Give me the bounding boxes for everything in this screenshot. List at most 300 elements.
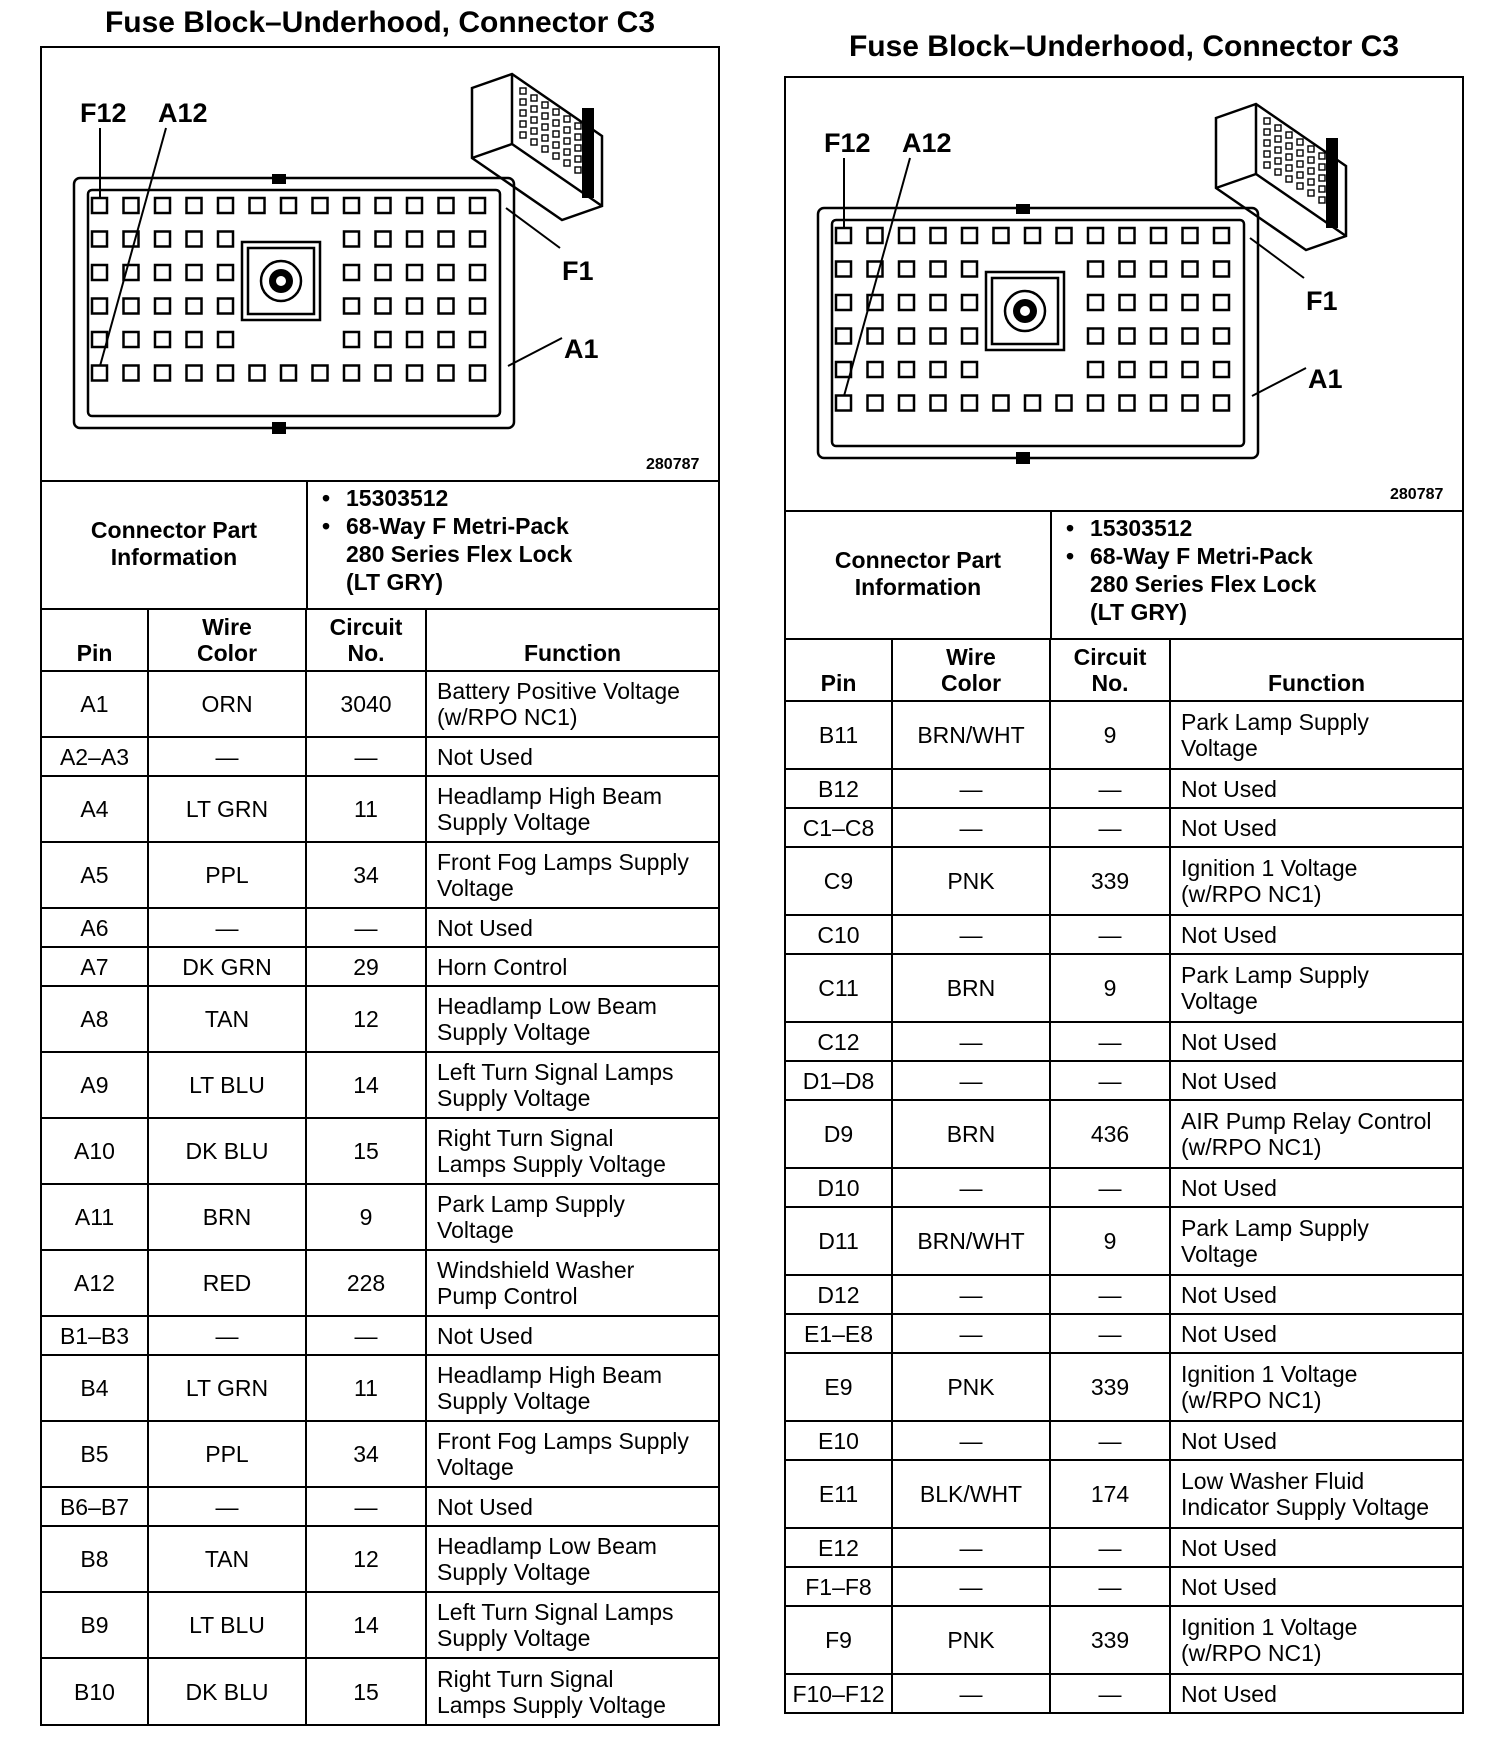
pin-cavity xyxy=(218,366,233,381)
circuit-cell: 34 xyxy=(306,842,426,908)
pin-cell: D11 xyxy=(786,1207,892,1275)
pin-cavity xyxy=(1120,262,1135,277)
wire-color-cell: — xyxy=(892,1061,1050,1100)
pin-cavity xyxy=(470,232,485,247)
pin-cavity xyxy=(124,299,139,314)
pin-cavity xyxy=(281,198,296,213)
figure-number: 280787 xyxy=(1390,486,1444,503)
pin-cavity xyxy=(899,262,914,277)
right-panel-box xyxy=(784,76,1464,1714)
function-cell: Windshield Washer Pump Control xyxy=(426,1250,718,1316)
leader-a1 xyxy=(1252,368,1306,396)
pin-cavity xyxy=(92,265,107,280)
circuit-cell: — xyxy=(1050,1168,1170,1207)
wire-color-cell: PNK xyxy=(892,1353,1050,1421)
pin-cavity xyxy=(1088,295,1103,310)
left-connector-diagram xyxy=(42,48,718,482)
pin-cell: B1–B3 xyxy=(42,1316,148,1355)
table-row xyxy=(42,1421,718,1487)
pin-cavity xyxy=(187,332,202,347)
table-row xyxy=(42,1658,718,1724)
pin-cavity xyxy=(899,329,914,344)
pin-cavity xyxy=(994,228,1009,243)
function-cell: Not Used xyxy=(426,1487,718,1526)
circuit-cell: — xyxy=(1050,1567,1170,1606)
pin-cavity xyxy=(931,295,946,310)
pin-cell: B11 xyxy=(786,701,892,769)
table-row xyxy=(786,1567,1462,1606)
pin-cavity xyxy=(1183,295,1198,310)
pin-cavity xyxy=(92,232,107,247)
header-wire-color: Wire Color xyxy=(892,639,1050,701)
pin-cavity xyxy=(1120,362,1135,377)
wire-color-cell: BRN/WHT xyxy=(892,701,1050,769)
wire-color-cell: DK BLU xyxy=(148,1118,306,1184)
circuit-cell: 12 xyxy=(306,1526,426,1592)
pin-cavity xyxy=(1183,396,1198,411)
pin-cell: E1–E8 xyxy=(786,1314,892,1353)
circuit-cell: 436 xyxy=(1050,1100,1170,1168)
wire-color-cell: — xyxy=(892,1314,1050,1353)
pin-cavity xyxy=(962,396,977,411)
pin-cavity xyxy=(868,396,883,411)
pin-cavity xyxy=(92,332,107,347)
function-cell: Front Fog Lamps Supply Voltage xyxy=(426,842,718,908)
pin-cavity xyxy=(281,366,296,381)
connector-face-drawing xyxy=(786,78,1462,510)
pin-cell: C11 xyxy=(786,954,892,1022)
pin-cell: A4 xyxy=(42,776,148,842)
function-cell: Not Used xyxy=(1170,1421,1462,1460)
pin-cavity xyxy=(1214,396,1229,411)
pin-cavity xyxy=(836,329,851,344)
pin-cavity xyxy=(1214,329,1229,344)
function-cell: Park Lamp Supply Voltage xyxy=(1170,1207,1462,1275)
pin-cavity xyxy=(1214,262,1229,277)
circuit-cell: 11 xyxy=(306,1355,426,1421)
wire-color-cell: — xyxy=(892,1567,1050,1606)
leader-a1 xyxy=(508,338,562,366)
part-description: • 68-Way F Metri-Pack 280 Series Flex Lock (LT GRY) xyxy=(346,512,718,596)
table-row xyxy=(42,1355,718,1421)
pin-cavity xyxy=(155,198,170,213)
header-circuit-no: Circuit No. xyxy=(1050,639,1170,701)
pin-cavity xyxy=(1120,295,1135,310)
function-cell: Park Lamp Supply Voltage xyxy=(1170,701,1462,769)
pin-cavity xyxy=(868,362,883,377)
table-row xyxy=(786,1100,1462,1168)
label-a12: A12 xyxy=(902,128,952,158)
header-function: Function xyxy=(1170,639,1462,701)
wire-color-cell: ORN xyxy=(148,671,306,737)
pin-cavity xyxy=(931,329,946,344)
pin-cavity xyxy=(407,332,422,347)
pin-cell: A9 xyxy=(42,1052,148,1118)
circuit-cell: 3040 xyxy=(306,671,426,737)
table-row xyxy=(786,769,1462,808)
pin-cell: A8 xyxy=(42,986,148,1052)
pin-cavity xyxy=(344,366,359,381)
function-cell: Not Used xyxy=(1170,1061,1462,1100)
table-row xyxy=(42,1052,718,1118)
pin-cavity xyxy=(187,265,202,280)
wire-color-cell: — xyxy=(892,1674,1050,1713)
pin-cavity xyxy=(1183,262,1198,277)
header-circuit-no: Circuit No. xyxy=(306,609,426,671)
pin-cell: E9 xyxy=(786,1353,892,1421)
wire-color-cell: BRN xyxy=(892,1100,1050,1168)
function-cell: Right Turn Signal Lamps Supply Voltage xyxy=(426,1658,718,1724)
pin-cell: A12 xyxy=(42,1250,148,1316)
pin-cavity xyxy=(1025,228,1040,243)
pin-cell: D1–D8 xyxy=(786,1061,892,1100)
circuit-cell: 339 xyxy=(1050,1606,1170,1674)
circuit-cell: — xyxy=(1050,1275,1170,1314)
table-row xyxy=(786,1528,1462,1567)
pin-cell: A5 xyxy=(42,842,148,908)
part-description: • 68-Way F Metri-Pack 280 Series Flex Lock (LT GRY) xyxy=(1090,542,1462,626)
pin-cavity xyxy=(407,198,422,213)
pin-cell: B8 xyxy=(42,1526,148,1592)
circuit-cell: 15 xyxy=(306,1658,426,1724)
table-row xyxy=(786,1314,1462,1353)
pin-cavity xyxy=(1151,362,1166,377)
wire-color-cell: — xyxy=(892,1421,1050,1460)
label-a1: A1 xyxy=(564,334,599,364)
function-cell: Not Used xyxy=(1170,1314,1462,1353)
table-row xyxy=(786,808,1462,847)
sketch-shadow xyxy=(1326,138,1338,228)
pin-cavity xyxy=(1088,262,1103,277)
wire-color-cell: LT GRN xyxy=(148,1355,306,1421)
table-row xyxy=(786,1606,1462,1674)
wire-color-cell: LT GRN xyxy=(148,776,306,842)
table-row xyxy=(786,1353,1462,1421)
wire-color-cell: BRN xyxy=(892,954,1050,1022)
connector-housing xyxy=(74,178,514,428)
pin-cavity xyxy=(439,299,454,314)
circuit-cell: 9 xyxy=(1050,954,1170,1022)
wire-color-cell: RED xyxy=(148,1250,306,1316)
pin-cavity xyxy=(92,366,107,381)
function-cell: Park Lamp Supply Voltage xyxy=(426,1184,718,1250)
connector-part-information: Connector Part Information • 15303512 • 68-Way F Metri-Pack 280 Series Flex Lock (LT GRY) xyxy=(42,480,718,610)
right-panel-title: Fuse Block–Underhood, Connector C3 xyxy=(848,30,1400,63)
bolt-center xyxy=(276,276,286,286)
circuit-cell: 12 xyxy=(306,986,426,1052)
housing-tab xyxy=(1016,452,1030,464)
pin-cavity xyxy=(439,198,454,213)
pin-cavity xyxy=(1088,228,1103,243)
wire-color-cell: PNK xyxy=(892,847,1050,915)
pin-cavity xyxy=(439,366,454,381)
pin-cell: C10 xyxy=(786,915,892,954)
wire-color-cell: — xyxy=(148,737,306,776)
wire-color-cell: — xyxy=(892,1275,1050,1314)
pin-cavity xyxy=(962,362,977,377)
pin-cavity xyxy=(1120,329,1135,344)
pin-cavity xyxy=(344,299,359,314)
table-row xyxy=(42,986,718,1052)
pin-cavity xyxy=(1088,362,1103,377)
table-row xyxy=(786,1421,1462,1460)
pin-cell: B10 xyxy=(42,1658,148,1724)
pin-cavity xyxy=(1120,396,1135,411)
housing-tab xyxy=(1016,204,1030,214)
header-function: Function xyxy=(426,609,718,671)
function-cell: Not Used xyxy=(1170,769,1462,808)
table-row xyxy=(42,1316,718,1355)
pin-cavity xyxy=(836,262,851,277)
pin-cavity xyxy=(1025,396,1040,411)
pin-cavity xyxy=(836,295,851,310)
table-row xyxy=(786,701,1462,769)
pin-cavity xyxy=(92,198,107,213)
part-number: • 15303512 xyxy=(346,484,718,512)
pin-cavity xyxy=(962,295,977,310)
table-row xyxy=(42,842,718,908)
table-row xyxy=(42,1487,718,1526)
circuit-cell: 9 xyxy=(1050,1207,1170,1275)
pin-cavity xyxy=(376,299,391,314)
function-cell: Not Used xyxy=(426,737,718,776)
function-cell: Not Used xyxy=(1170,1674,1462,1713)
pin-cavity xyxy=(1151,295,1166,310)
circuit-cell: — xyxy=(1050,1314,1170,1353)
pin-cavity xyxy=(218,198,233,213)
table-row xyxy=(786,1460,1462,1528)
function-cell: Front Fog Lamps Supply Voltage xyxy=(426,1421,718,1487)
table-row xyxy=(786,1207,1462,1275)
left-pin-table xyxy=(42,608,718,1724)
pin-cavity xyxy=(439,232,454,247)
left-panel xyxy=(40,0,720,1750)
wire-color-cell: TAN xyxy=(148,1526,306,1592)
circuit-cell: 174 xyxy=(1050,1460,1170,1528)
connector-isometric-sketch xyxy=(472,74,602,220)
header-pin: Pin xyxy=(786,639,892,701)
header-pin: Pin xyxy=(42,609,148,671)
pin-cavity xyxy=(1214,228,1229,243)
wire-color-cell: BLK/WHT xyxy=(892,1460,1050,1528)
pin-cavity xyxy=(155,232,170,247)
pin-cavity xyxy=(218,332,233,347)
function-cell: AIR Pump Relay Control (w/RPO NC1) xyxy=(1170,1100,1462,1168)
circuit-cell: — xyxy=(1050,1528,1170,1567)
pin-cavity xyxy=(344,198,359,213)
wire-color-cell: DK GRN xyxy=(148,947,306,986)
wire-color-cell: LT BLU xyxy=(148,1052,306,1118)
pin-cell: B9 xyxy=(42,1592,148,1658)
pin-cavity xyxy=(836,228,851,243)
pin-cavity xyxy=(155,265,170,280)
pin-cell: A1 xyxy=(42,671,148,737)
wire-color-cell: LT BLU xyxy=(148,1592,306,1658)
table-row xyxy=(42,1592,718,1658)
pin-cavity xyxy=(187,366,202,381)
function-cell: Left Turn Signal Lamps Supply Voltage xyxy=(426,1592,718,1658)
housing-tab xyxy=(272,174,286,184)
pin-cavity xyxy=(868,329,883,344)
pin-cavity xyxy=(376,366,391,381)
table-row xyxy=(786,1022,1462,1061)
pin-cavity xyxy=(407,366,422,381)
housing-tab xyxy=(272,422,286,434)
pin-cavity xyxy=(994,396,1009,411)
pin-cavity xyxy=(931,362,946,377)
part-info-label: Connector Part xyxy=(90,517,258,543)
part-number: • 15303512 xyxy=(1090,514,1462,542)
pin-cavity xyxy=(470,332,485,347)
function-cell: Not Used xyxy=(1170,1567,1462,1606)
header-wire-color: Wire Color xyxy=(148,609,306,671)
function-cell: Park Lamp Supply Voltage xyxy=(1170,954,1462,1022)
pin-cell: B12 xyxy=(786,769,892,808)
circuit-cell: 14 xyxy=(306,1052,426,1118)
function-cell: Headlamp High Beam Supply Voltage xyxy=(426,1355,718,1421)
table-row xyxy=(42,947,718,986)
circuit-cell: — xyxy=(306,1316,426,1355)
right-connector-diagram xyxy=(786,78,1462,512)
wire-color-cell: TAN xyxy=(148,986,306,1052)
function-cell: Ignition 1 Voltage (w/RPO NC1) xyxy=(1170,847,1462,915)
label-f1: F1 xyxy=(1306,286,1338,316)
pin-cavity xyxy=(439,265,454,280)
pin-cavity xyxy=(962,228,977,243)
pin-cavity xyxy=(1183,228,1198,243)
pin-cell: F10–F12 xyxy=(786,1674,892,1713)
pin-cavity xyxy=(931,396,946,411)
pin-cavity xyxy=(218,265,233,280)
connector-face-drawing xyxy=(42,48,718,480)
pin-cell: C1–C8 xyxy=(786,808,892,847)
pin-cavity xyxy=(1183,362,1198,377)
pin-cavity xyxy=(344,232,359,247)
pin-cell: F1–F8 xyxy=(786,1567,892,1606)
pin-cavity xyxy=(407,232,422,247)
pin-cell: D9 xyxy=(786,1100,892,1168)
table-row xyxy=(786,1061,1462,1100)
wire-color-cell: BRN/WHT xyxy=(892,1207,1050,1275)
pin-cell: A10 xyxy=(42,1118,148,1184)
circuit-cell: — xyxy=(306,737,426,776)
pin-cavity xyxy=(124,332,139,347)
pin-cavity xyxy=(1151,396,1166,411)
function-cell: Not Used xyxy=(1170,915,1462,954)
pin-cell: E10 xyxy=(786,1421,892,1460)
function-cell: Left Turn Signal Lamps Supply Voltage xyxy=(426,1052,718,1118)
pin-cavity xyxy=(470,366,485,381)
table-row xyxy=(42,1250,718,1316)
connector-isometric-sketch xyxy=(1216,104,1346,250)
circuit-cell: 339 xyxy=(1050,847,1170,915)
wire-color-cell: — xyxy=(892,915,1050,954)
function-cell: Not Used xyxy=(426,1316,718,1355)
pin-cavity xyxy=(407,265,422,280)
wire-color-cell: PPL xyxy=(148,842,306,908)
table-row xyxy=(786,1275,1462,1314)
table-row xyxy=(42,776,718,842)
pin-cavity xyxy=(187,232,202,247)
pin-cavity xyxy=(218,299,233,314)
pin-cell: B4 xyxy=(42,1355,148,1421)
function-cell: Headlamp Low Beam Supply Voltage xyxy=(426,1526,718,1592)
pin-cavity xyxy=(124,198,139,213)
circuit-cell: 29 xyxy=(306,947,426,986)
pin-cavity xyxy=(470,198,485,213)
wire-color-cell: — xyxy=(148,1316,306,1355)
pin-cavity xyxy=(439,332,454,347)
pin-cavity xyxy=(187,299,202,314)
pin-cell: C12 xyxy=(786,1022,892,1061)
circuit-cell: — xyxy=(1050,1022,1170,1061)
pin-cavity xyxy=(836,396,851,411)
pin-cavity xyxy=(899,396,914,411)
function-cell: Headlamp Low Beam Supply Voltage xyxy=(426,986,718,1052)
label-f12: F12 xyxy=(824,128,871,158)
circuit-cell: 34 xyxy=(306,1421,426,1487)
function-cell: Ignition 1 Voltage (w/RPO NC1) xyxy=(1170,1353,1462,1421)
pin-cell: B5 xyxy=(42,1421,148,1487)
pin-cavity xyxy=(376,265,391,280)
pin-cavity xyxy=(1088,396,1103,411)
table-row xyxy=(42,1118,718,1184)
pin-cell: A11 xyxy=(42,1184,148,1250)
pin-cavity xyxy=(1151,329,1166,344)
pin-cavity xyxy=(1088,329,1103,344)
wire-color-cell: PPL xyxy=(148,1421,306,1487)
figure-number: 280787 xyxy=(646,456,700,473)
pin-cell: A7 xyxy=(42,947,148,986)
function-cell: Not Used xyxy=(1170,1275,1462,1314)
wire-color-cell: — xyxy=(148,1487,306,1526)
label-a1: A1 xyxy=(1308,364,1343,394)
pin-cavity xyxy=(407,299,422,314)
table-row xyxy=(42,671,718,737)
pin-cavity xyxy=(931,228,946,243)
circuit-cell: — xyxy=(1050,769,1170,808)
left-panel-box xyxy=(40,46,720,1726)
pin-cavity xyxy=(899,362,914,377)
function-cell: Low Washer Fluid Indicator Supply Voltage xyxy=(1170,1460,1462,1528)
pin-cavity xyxy=(1214,362,1229,377)
pin-cavity xyxy=(376,332,391,347)
circuit-cell: — xyxy=(306,1487,426,1526)
pin-cavity xyxy=(187,198,202,213)
pin-cavity xyxy=(931,262,946,277)
circuit-cell: — xyxy=(1050,1421,1170,1460)
pin-cavity xyxy=(92,299,107,314)
circuit-cell: 9 xyxy=(306,1184,426,1250)
circuit-cell: 11 xyxy=(306,776,426,842)
pin-cavity xyxy=(1057,396,1072,411)
part-info-label: Connector Part xyxy=(834,547,1002,573)
connector-housing xyxy=(818,208,1258,458)
wire-color-cell: — xyxy=(892,1022,1050,1061)
label-a12: A12 xyxy=(158,98,208,128)
pin-cell: C9 xyxy=(786,847,892,915)
bolt-center xyxy=(1020,306,1030,316)
circuit-cell: — xyxy=(1050,808,1170,847)
function-cell: Not Used xyxy=(1170,1022,1462,1061)
circuit-cell: — xyxy=(1050,915,1170,954)
function-cell: Battery Positive Voltage (w/RPO NC1) xyxy=(426,671,718,737)
pin-cell: B6–B7 xyxy=(42,1487,148,1526)
wire-color-cell: DK BLU xyxy=(148,1658,306,1724)
pin-cavity xyxy=(470,299,485,314)
wire-color-cell: BRN xyxy=(148,1184,306,1250)
pin-cavity xyxy=(313,198,328,213)
